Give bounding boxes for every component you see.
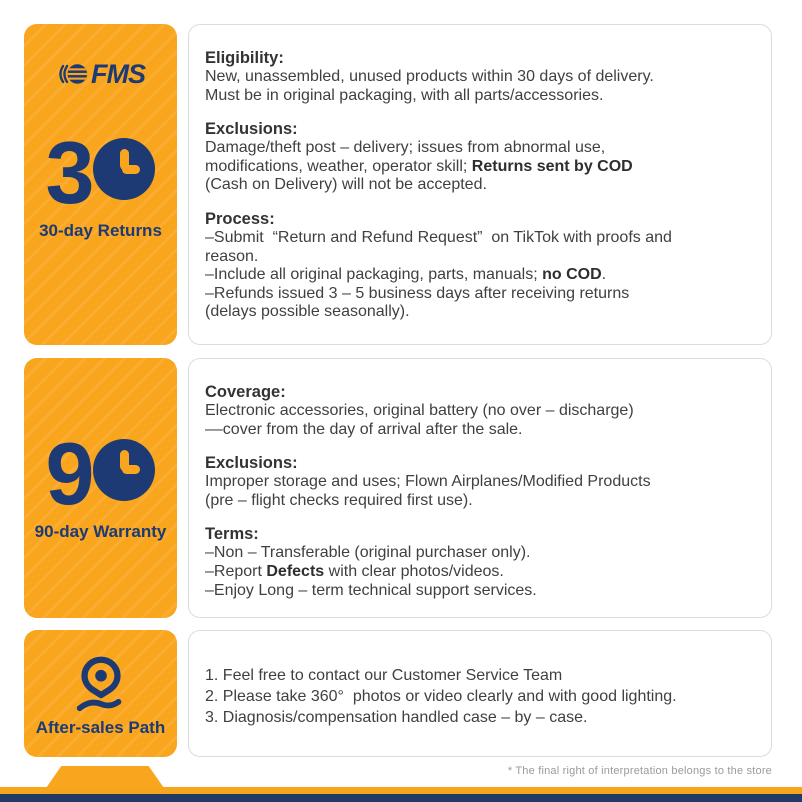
text-segment: with clear photos/videos.	[324, 562, 504, 580]
number-90-badge	[45, 423, 156, 523]
text-segment: (delays possible seasonally).	[205, 303, 410, 321]
text-line	[205, 87, 757, 106]
terms-block	[205, 525, 757, 600]
returns-badge-card	[24, 24, 177, 345]
text-line	[205, 139, 757, 158]
text-segment: Must be in original packaging, with all parts/accessories.	[205, 86, 604, 104]
footer-navy-bar	[0, 794, 802, 802]
text-segment: 2. Please take 360° photos or video clearly and with good lighting.	[205, 688, 677, 705]
section-90-day-warranty	[0, 358, 802, 618]
text-segment: –Non – Transferable (original purchaser only).	[205, 544, 531, 562]
warranty-badge-card	[24, 358, 177, 618]
text-line	[205, 68, 757, 87]
text-segment: Improper storage and uses; Flown Airplanes/Modified Products	[205, 473, 651, 491]
text-line	[205, 563, 757, 582]
warranty-badge-label: 90-day Warranty	[34, 521, 167, 541]
fms-logo-text: FMS	[91, 58, 145, 89]
text-segment: .	[601, 266, 607, 284]
text-segment: 3. Diagnosis/compensation handled case – by – case.	[205, 709, 588, 726]
coverage-text	[205, 402, 757, 439]
text-segment: Electronic accessories, original battery (no over – discharge)	[205, 402, 634, 419]
aftersales-steps-text	[205, 665, 757, 728]
aftersales-steps-card	[188, 630, 772, 757]
terms-text	[205, 544, 757, 600]
eligibility-heading: Eligibility:	[205, 49, 284, 67]
text-segment: Damage/theft post – delivery; issues from abnormal use,	[205, 139, 606, 157]
location-pin-icon	[70, 650, 132, 716]
warranty-exclusions-block	[205, 454, 757, 510]
interpretation-footnote: * The final right of interpretation belongs to the store	[507, 765, 772, 777]
text-line	[205, 248, 757, 267]
clock-hour-hand	[122, 165, 140, 174]
number-30-badge	[45, 123, 156, 222]
returns-exclusions-heading: Exclusions:	[205, 120, 298, 139]
text-segment: –Enjoy Long – term technical support services.	[205, 581, 537, 599]
fms-logo-icon	[56, 62, 88, 86]
text-segment: reason.	[205, 247, 259, 265]
returns-badge-label: 30-day Returns	[39, 221, 162, 240]
aftersales-badge-label: After-sales Path	[35, 717, 166, 737]
returns-exclusions-text	[205, 139, 757, 195]
footer-orange-bar	[0, 787, 802, 794]
text-segment: New, unassembled, unused products within 30 days of delivery.	[205, 68, 654, 85]
clock-icon	[93, 439, 155, 501]
digit-9: 9	[45, 423, 91, 523]
text-line	[205, 421, 757, 440]
text-segment: –Submit “Return and Refund Request” on TikTok with proofs and	[205, 228, 672, 246]
text-line	[205, 158, 757, 177]
clock-icon	[93, 138, 155, 200]
text-segment: –Refunds issued 3 – 5 business days after receiving returns	[205, 284, 630, 302]
warranty-exclusions-text	[205, 473, 757, 510]
text-line	[205, 402, 757, 421]
aftersales-badge-card	[24, 630, 177, 757]
eligibility-text	[205, 68, 757, 105]
process-block	[205, 210, 757, 322]
text-segment: (Cash on Delivery) will not be accepted.	[205, 176, 487, 194]
process-heading: Process:	[205, 209, 275, 228]
digit-3: 3	[45, 123, 91, 222]
section-30-day-returns	[0, 24, 802, 345]
text-line	[205, 582, 757, 601]
text-line	[205, 229, 757, 248]
text-line	[205, 176, 757, 195]
terms-heading: Terms:	[205, 525, 259, 544]
aftersales-steps-block	[205, 665, 757, 728]
eligibility-block	[205, 49, 757, 105]
text-line	[205, 686, 757, 707]
text-segment: –Include all original packaging, parts, manuals;	[205, 266, 543, 284]
bold-text-segment: Returns sent by COD	[471, 157, 633, 175]
text-line	[205, 665, 757, 686]
text-segment: –Report	[205, 562, 267, 580]
text-line	[205, 266, 757, 285]
warranty-exclusions-heading: Exclusions:	[205, 454, 298, 473]
text-line	[205, 473, 757, 492]
bold-text-segment: Defects	[266, 562, 325, 580]
text-line	[205, 303, 757, 322]
text-segment: 1. Feel free to contact our Customer Service Team	[205, 667, 563, 684]
pedestal-shape	[46, 766, 164, 788]
text-segment: modifications, weather, operator skill;	[205, 157, 472, 175]
text-line	[205, 707, 757, 728]
text-line	[205, 285, 757, 304]
section-after-sales-path	[0, 630, 802, 757]
warranty-policy-card	[188, 358, 772, 618]
text-segment: ––cover from the day of arrival after the sale.	[205, 420, 523, 438]
clock-hour-hand	[122, 465, 140, 474]
fms-logo	[56, 58, 145, 90]
text-line	[205, 492, 757, 511]
text-segment: (pre – flight checks required first use).	[205, 491, 473, 509]
coverage-block	[205, 383, 757, 439]
text-line	[205, 544, 757, 563]
process-text	[205, 229, 757, 322]
bold-text-segment: no COD	[542, 266, 602, 284]
returns-policy-card	[188, 24, 772, 345]
coverage-heading: Coverage:	[205, 383, 286, 401]
returns-exclusions-block	[205, 120, 757, 195]
